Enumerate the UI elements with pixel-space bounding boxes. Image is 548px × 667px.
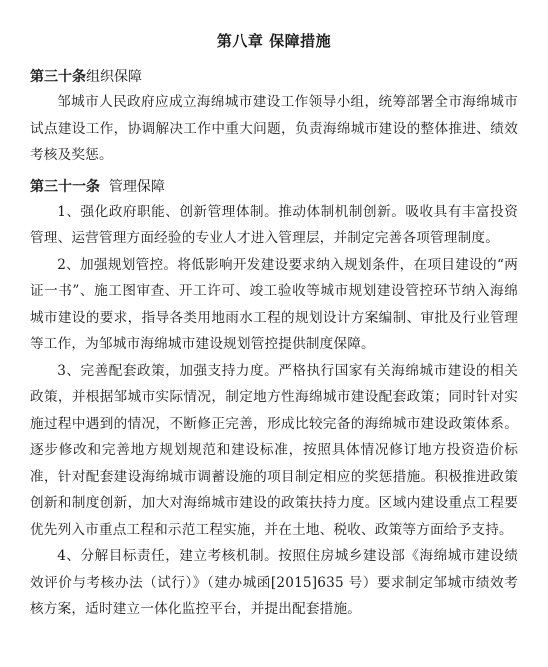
article-31-section — [30, 175, 518, 623]
chapter-title: 第八章 保障措施 — [216, 32, 332, 50]
article-31-name: 管理保障 — [108, 178, 165, 195]
article-30-number: 第三十条 — [30, 69, 86, 85]
article-31-paragraph-2: 2、加强规划管控。将低影响开发建设要求纳入规划条件，在项目建设的“两证一书”、施工图审查、开工许可、竣工验收等城市规划建设管控环节纳入海绵城市建设的要求，指导各类用地雨水工程的规划设计方案编制、审批及行业管理等工作，为邹城市海绵城市建设规划管控提供制度保障。 — [30, 256, 518, 352]
article-31-number: 第三十一条 — [30, 178, 100, 195]
article-31-paragraph-1: 1、强化政府职能、创新管理体制。推动体制机制创新。吸收具有丰富投资管理、运营管理方面经验的专业人才进入管理层，并制定完善各项管理制度。 — [30, 203, 518, 246]
article-31-paragraph-4: 4、分解目标责任，建立考核机制。按照住房城乡建设部《海绵城市建设绩效评价与考核办法（试行）》（建办城函[2015]635 号）要求制定邹城市绩效考核方案，适时建立一体化监控平台，并提出配套措施。 — [30, 548, 518, 617]
article-30-heading — [30, 65, 518, 89]
article-30-paragraph: 邹城市人民政府应成立海绵城市建设工作领导小组，统筹部署全市海绵城市试点建设工作，协调解决工作中重大问题，负责海绵城市建设的整体推进、绩效考核及奖惩。 — [30, 94, 518, 163]
article-31-paragraph-3: 3、完善配套政策，加强支持力度。严格执行国家有关海绵城市建设的相关政策，并根据邹城市实际情况，制定地方性海绵城市建设配套政策；同时针对实施过程中遇到的情况，不断修正完善，形成比较完备的海绵城市建设政策体系。逐步修改和完善地方规划规范和建设标准，按照具体情况修订地方投资造价标准，针对配套建设海绵城市调蓄设施的项目制定相应的奖惩措施。积极推进政策创新和制度创新，加大对海绵城市建设的政策扶持力度。区域内建设重点工程要优先列入市重点工程和示范工程实施，并在土地、税收、政策等方面给予支持。 — [30, 362, 518, 538]
article-30-name: 组织保障 — [86, 69, 142, 85]
article-31-heading — [30, 175, 518, 199]
article-30-section — [30, 65, 518, 169]
